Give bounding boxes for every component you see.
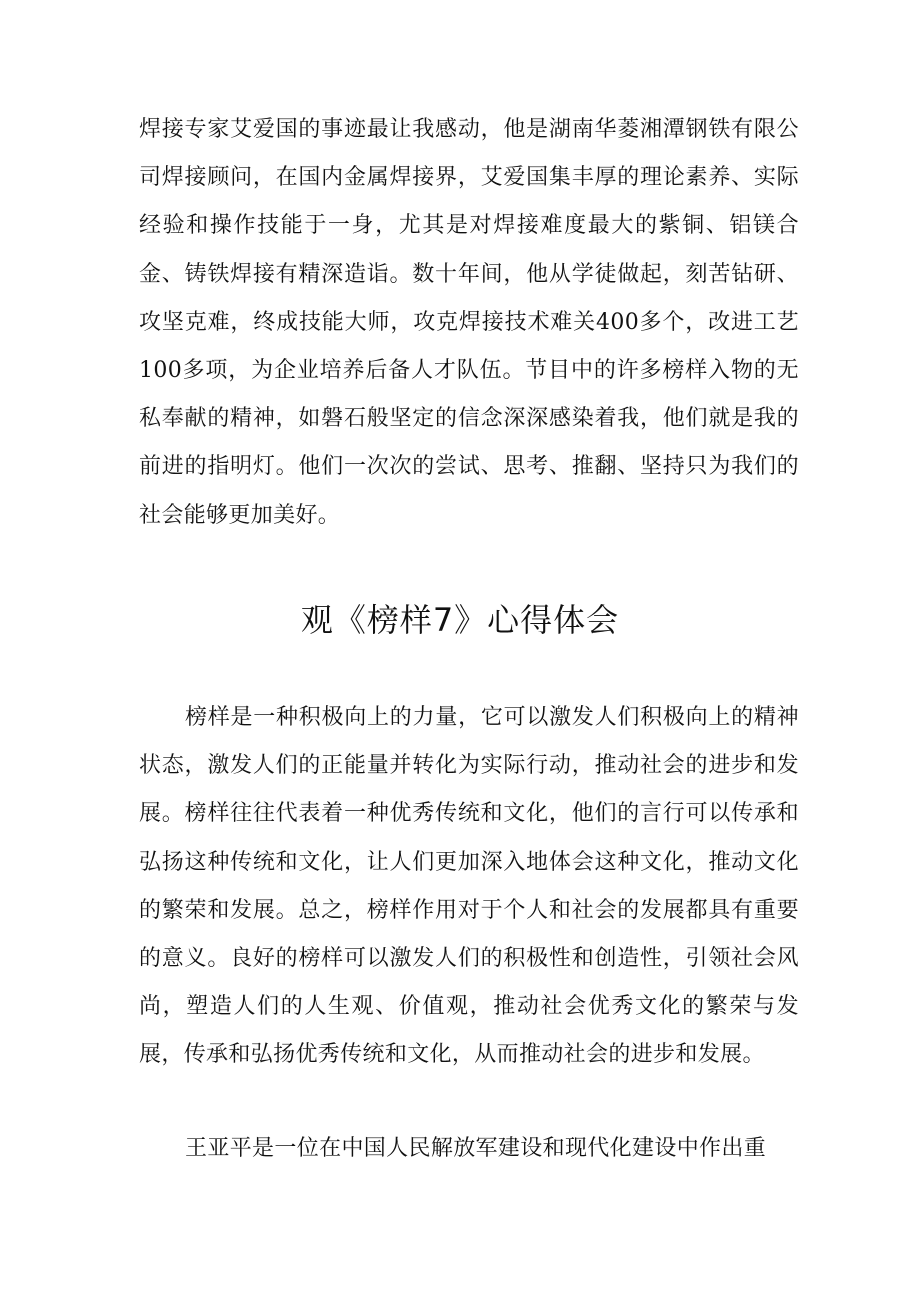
body-paragraph-1: 焊接专家艾爱国的事迹最让我感动，他是湖南华菱湘潭钢铁有限公司焊接顾问，在国内金属焊接界，艾爱国集丰厚的理论素养、实际经验和操作技能于一身，尤其是对焊接难度最大的紫铜、铝镁合金、铸铁焊接有精深造诣。数十年间，他从学徒做起，刻苦钻研、攻坚克难，终成技能大师，攻克焊接技术难关400多个，改进工艺100多项，为企业培养后备人才队伍。节目中的许多榜样入物的无私奉献的精神，如磐石般坚定的信念深深感染着我，他们就是我的前进的指明灯。他们一次次的尝试、思考、推翻、坚持只为我们的社会能够更加美好。 xyxy=(139,117,799,528)
section-title: 观《榜样7》心得体会 xyxy=(300,601,620,639)
body-paragraph-3: 王亚平是一位在中国人民解放军建设和现代化建设中作出重 xyxy=(185,1136,767,1161)
body-paragraph-2: 榜样是一种积极向上的力量，它可以激发人们积极向上的精神状态，激发人们的正能量并转化为实际行动，推动社会的进步和发展。榜样往往代表着一种优秀传统和文化，他们的言行可以传承和弘扬这种传统和文化，让人们更加深入地体会这种文化，推动文化的繁荣和发展。总之，榜样作用对于个人和社会的发展都具有重要的意义。良好的榜样可以激发人们的积极性和创造性，引领社会风尚，塑造人们的人生观、价值观，推动社会优秀文化的繁荣与发展，传承和弘扬优秀传统和文化，从而推动社会的进步和发展。 xyxy=(139,705,799,1068)
